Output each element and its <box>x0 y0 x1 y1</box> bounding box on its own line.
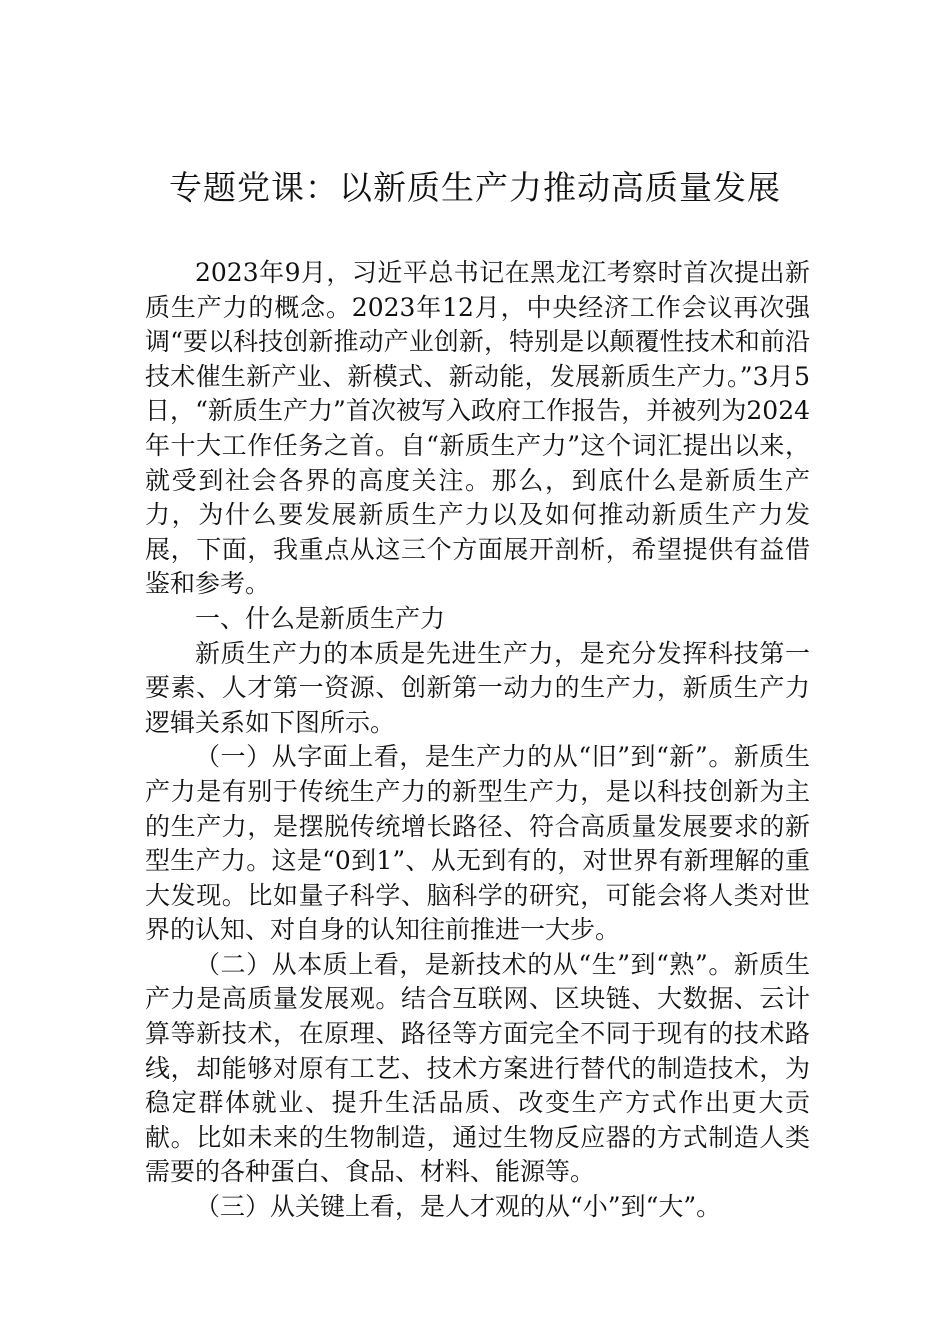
document-body <box>145 256 810 1225</box>
document-title: 专题党课：以新质生产力推动高质量发展 <box>169 168 781 207</box>
paragraph-intro: 2023年9月，习近平总书记在黑龙江考察时首次提出新质生产力的概念。2023年12月，中央经济工作会议再次强调“要以科技创新推动产业创新，特别是以颠覆性技术和前沿技术催生新产业、新模式、新动能，发展新质生产力。”3月5日，“新质生产力”首次被写入政府工作报告，并被列为2024年十大工作任务之首。自“新质生产力”这个词汇提出以来，就受到社会各界的高度关注。那么，到底什么是新质生产力，为什么要发展新质生产力以及如何推动新质生产力发展，下面，我重点从这三个方面展开剖析，希望提供有益借鉴和参考。 <box>145 258 810 599</box>
paragraph-definition: 新质生产力的本质是先进生产力，是充分发挥科技第一要素、人才第一资源、创新第一动力的生产力，新质生产力逻辑关系如下图所示。 <box>145 638 810 737</box>
paragraph-point-2: （二）从本质上看，是新技术的从“生”到“熟”。新质生产力是高质量发展观。结合互联网、区块链、大数据、云计算等新技术，在原理、路径等方面完全不同于现有的技术路线，却能够对原有工艺、技术方案进行替代的制造技术，为稳定群体就业、提升生活品质、改变生产方式作出更大贡献。比如未来的生物制造，通过生物反应器的方式制造人类需要的各种蛋白、食品、材料、能源等。 <box>145 949 810 1187</box>
paragraph-point-1: （一）从字面上看，是生产力的从“旧”到“新”。新质生产力是有别于传统生产力的新型生产力，是以科技创新为主的生产力，是摆脱传统增长路径、符合高质量发展要求的新型生产力。这是“0到1”、从无到有的，对世界有新理解的重大发现。比如量子科学、脑科学的研究，可能会将人类对世界的认知、对自身的认知往前推进一大步。 <box>145 742 810 945</box>
paragraph-point-3: （三）从关键上看，是人才观的从“小”到“大”。 <box>195 1192 722 1222</box>
section-heading-1: 一、什么是新质生产力 <box>195 603 446 633</box>
